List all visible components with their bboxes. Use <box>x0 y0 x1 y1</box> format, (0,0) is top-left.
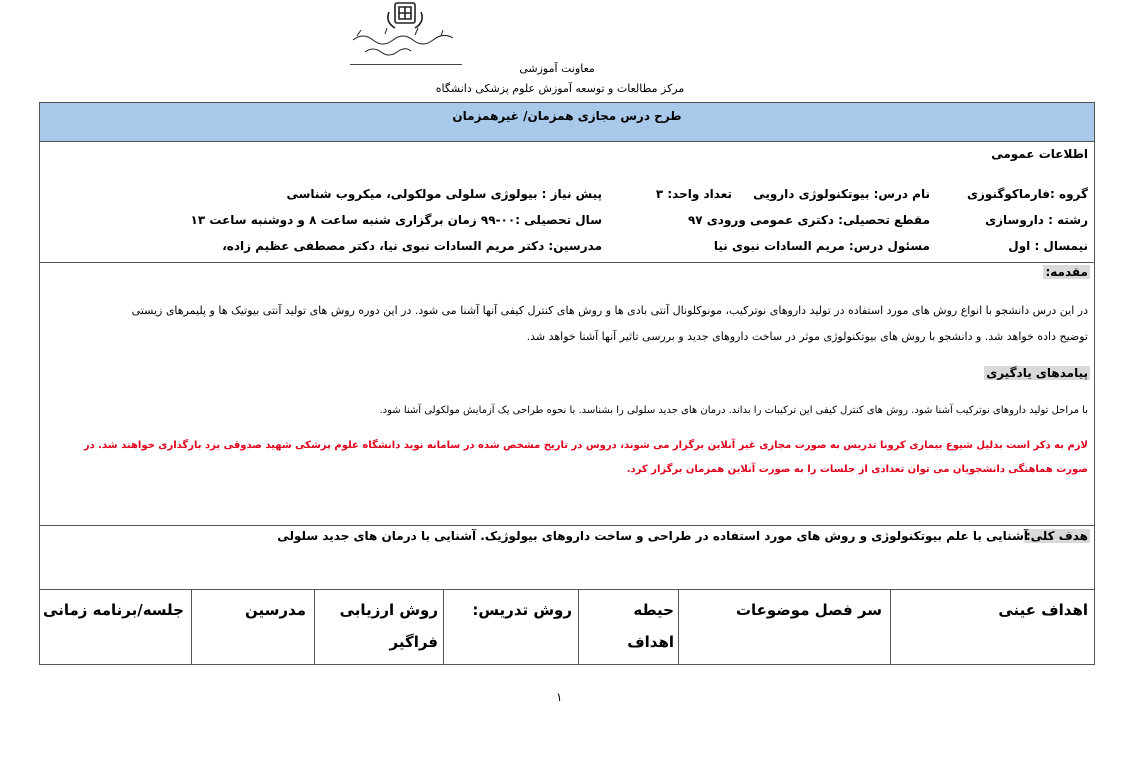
col-divider <box>314 589 315 664</box>
learning-outcomes-title: پیامدهای یادگیری <box>986 366 1088 380</box>
notice-line-2: صورت هماهنگی دانشجویان می توان تعدادی از جلسات را به صورت آنلاین همزمان برگزار کرد. <box>626 464 1088 475</box>
header-objectives: اهداف عینی <box>998 601 1088 619</box>
header-evaluation-line-2: فراگیر <box>389 633 438 651</box>
general-info-section <box>39 141 1095 263</box>
group-field: گروه :فارماکوگنوزی <box>967 187 1088 201</box>
general-goal-section <box>39 525 1095 590</box>
units-field: تعداد واحد: ۳ <box>655 187 732 201</box>
prereq-field: پیش نیاز : بیولوژی سلولی مولکولی، میکروب شناسی <box>286 187 602 201</box>
field-of-study: رشته : داروسازی <box>985 213 1088 227</box>
calligraphy-signature <box>353 28 453 55</box>
university-logo <box>345 0 465 66</box>
col-divider <box>443 589 444 664</box>
logo-divider <box>350 64 462 65</box>
emblem-icon <box>388 3 422 28</box>
org-line-1: معاونت آموزشی <box>519 62 595 75</box>
semester-field: نیمسال : اول <box>1008 239 1088 253</box>
lesson-plan-table-header <box>39 589 1095 665</box>
header-domain-line-2: اهداف <box>627 633 674 651</box>
page-title: طرح درس مجازی همزمان/ غیرهمزمان <box>452 109 682 123</box>
header-domain-line-1: حیطه <box>633 601 674 619</box>
page-number: ۱ <box>556 690 563 704</box>
goal-label: هدف کلی: <box>1025 529 1088 543</box>
general-section-title: اطلاعات عمومی <box>991 147 1088 161</box>
col-divider <box>578 589 579 664</box>
instructors-field: مدرسین: دکتر مریم السادات نبوی نیا، دکتر مصطفی عظیم زاده، <box>222 239 602 253</box>
intro-title: مقدمه: <box>1045 265 1088 279</box>
academic-year-field: سال تحصیلی :۰۰-۹۹ زمان برگزاری شنبه ساعت ۸ و دوشنبه ساعت ۱۳ <box>190 213 602 227</box>
goal-text: آشنایی با علم بیوتکنولوژی و روش های مورد استفاده در طراحی و ساخت داروهای بیولوژیک. آشنایی با درمان های جدید سلولی <box>277 529 1028 543</box>
col-divider <box>678 589 679 664</box>
introduction-section <box>39 262 1095 526</box>
course-responsible-field: مسئول درس: مریم السادات نبوی نیا <box>713 239 930 253</box>
education-level-field: مقطع تحصیلی: دکتری عمومی ورودی ۹۷ <box>687 213 930 227</box>
header-session-schedule: جلسه/برنامه زمانی <box>43 601 184 619</box>
learning-outcomes-text: با مراحل تولید داروهای نوترکیب آشنا شود. روش های کنترل کیفی این ترکیبات را بداند. درمان های جدید سلولی را بشناسد. با نحوه طراحی یک آزمایش مولکولی آشنا شود. <box>379 405 1088 416</box>
intro-paragraph-line-2: توضیح داده خواهد شد. و دانشجو با روش های بیوتکنولوژی موثر در ساخت داروهای جدید و بررسی تاثیر آنها آشنا خواهد شد. <box>526 330 1088 343</box>
org-line-2: مرکز مطالعات و توسعه آموزش علوم پزشکی دانشگاه <box>435 82 685 95</box>
header-topics: سر فصل موضوعات <box>735 601 882 619</box>
col-divider <box>191 589 192 664</box>
header-teachers: مدرسین <box>245 601 306 619</box>
notice-line-1: لازم به ذکر است بدلیل شیوع بیماری کرونا تدریس به صورت مجازی غیر آنلاین برگزار می شوند، دروس در تاریخ مشخص شده در سامانه نوید دانشگاه علوم پزشکی شهید صدوقی یزد بارگذاری خواهند شد. در <box>83 440 1088 451</box>
course-name-field: نام درس: بیوتکنولوژی دارویی <box>753 187 930 201</box>
col-divider <box>890 589 891 664</box>
header-evaluation-line-1: روش ارزیابی <box>339 601 438 619</box>
title-bar <box>39 102 1095 142</box>
header-teaching-method: روش تدریس: <box>472 601 572 619</box>
intro-paragraph-line-1: در این درس دانشجو با انواع روش های مورد استفاده در تولید داروهای نوترکیب، مونوکلونال آنتی بادی ها و روش های کنترل کیفی آنها آشنا می شود. در این دوره روش های تولید آنتی بیوتیک ها و پلیمرهای زیستی <box>131 304 1088 317</box>
